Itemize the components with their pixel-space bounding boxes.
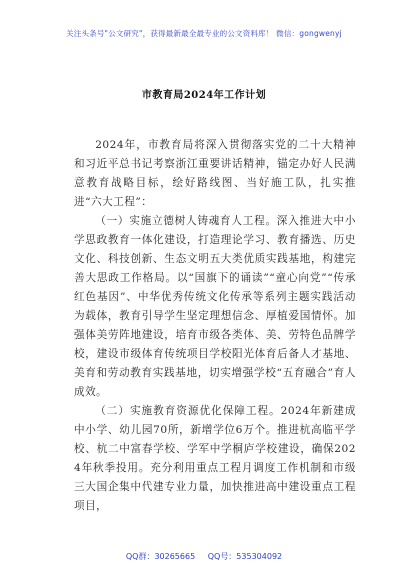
footer-qq-group: QQ群：30265665 bbox=[125, 552, 196, 561]
page-title: 市教育局2024年工作计划 bbox=[141, 90, 267, 101]
paragraph-section-2: （二）实施教育资源优化保障工程。2024年新建成中小学、幼儿园70所，新增学位6万个。推进杭高临平学校、杭二中富春学校、学军中学桐庐学校建设，确保2024年秋季投用。充分利用重点工程月调度工作机制和市级三大国企集中代建专业力量，加快推进高中建设重点工程项目， bbox=[74, 405, 356, 512]
footer bbox=[0, 551, 408, 562]
document-body bbox=[74, 136, 356, 516]
footer-qq-number: QQ号：535304092 bbox=[207, 552, 283, 561]
paragraph-intro: 2024年，市教育局将深入贯彻落实党的二十大精神和习近平总书记考察浙江重要讲话精神，锚定办好人民满意教育战略目标，绘好路线图、当好施工队，扎实推进“六大工程”： bbox=[74, 139, 356, 208]
top-banner: 关注头条号"公文研究"，获得最新最全最专业的公文资料库！ 微信：gongwenyj bbox=[66, 29, 342, 38]
paragraph-section-1: （一）实施立德树人铸魂育人工程。深入推进大中小学思政教育一体化建设，打造理论学习、教育播选、历史文化、科技创新、生态文明五大类优质实践基地，构建完善大思政工作格局。以“国旗下的诵读”“童心向党”“传承红色基因”、中华优秀传统文化传承等系列主题实践活动为载体，教育引导学生坚定理想信念、厚植爱国情怀。加强体美劳阵地建设，培育市级各类体、美、劳特色品牌学校，建设市级体育传统项目学校阳光体育后备人才基地、美育和劳动教育实践基地，切实增强学校“五育融合”育人成效。 bbox=[74, 215, 356, 398]
